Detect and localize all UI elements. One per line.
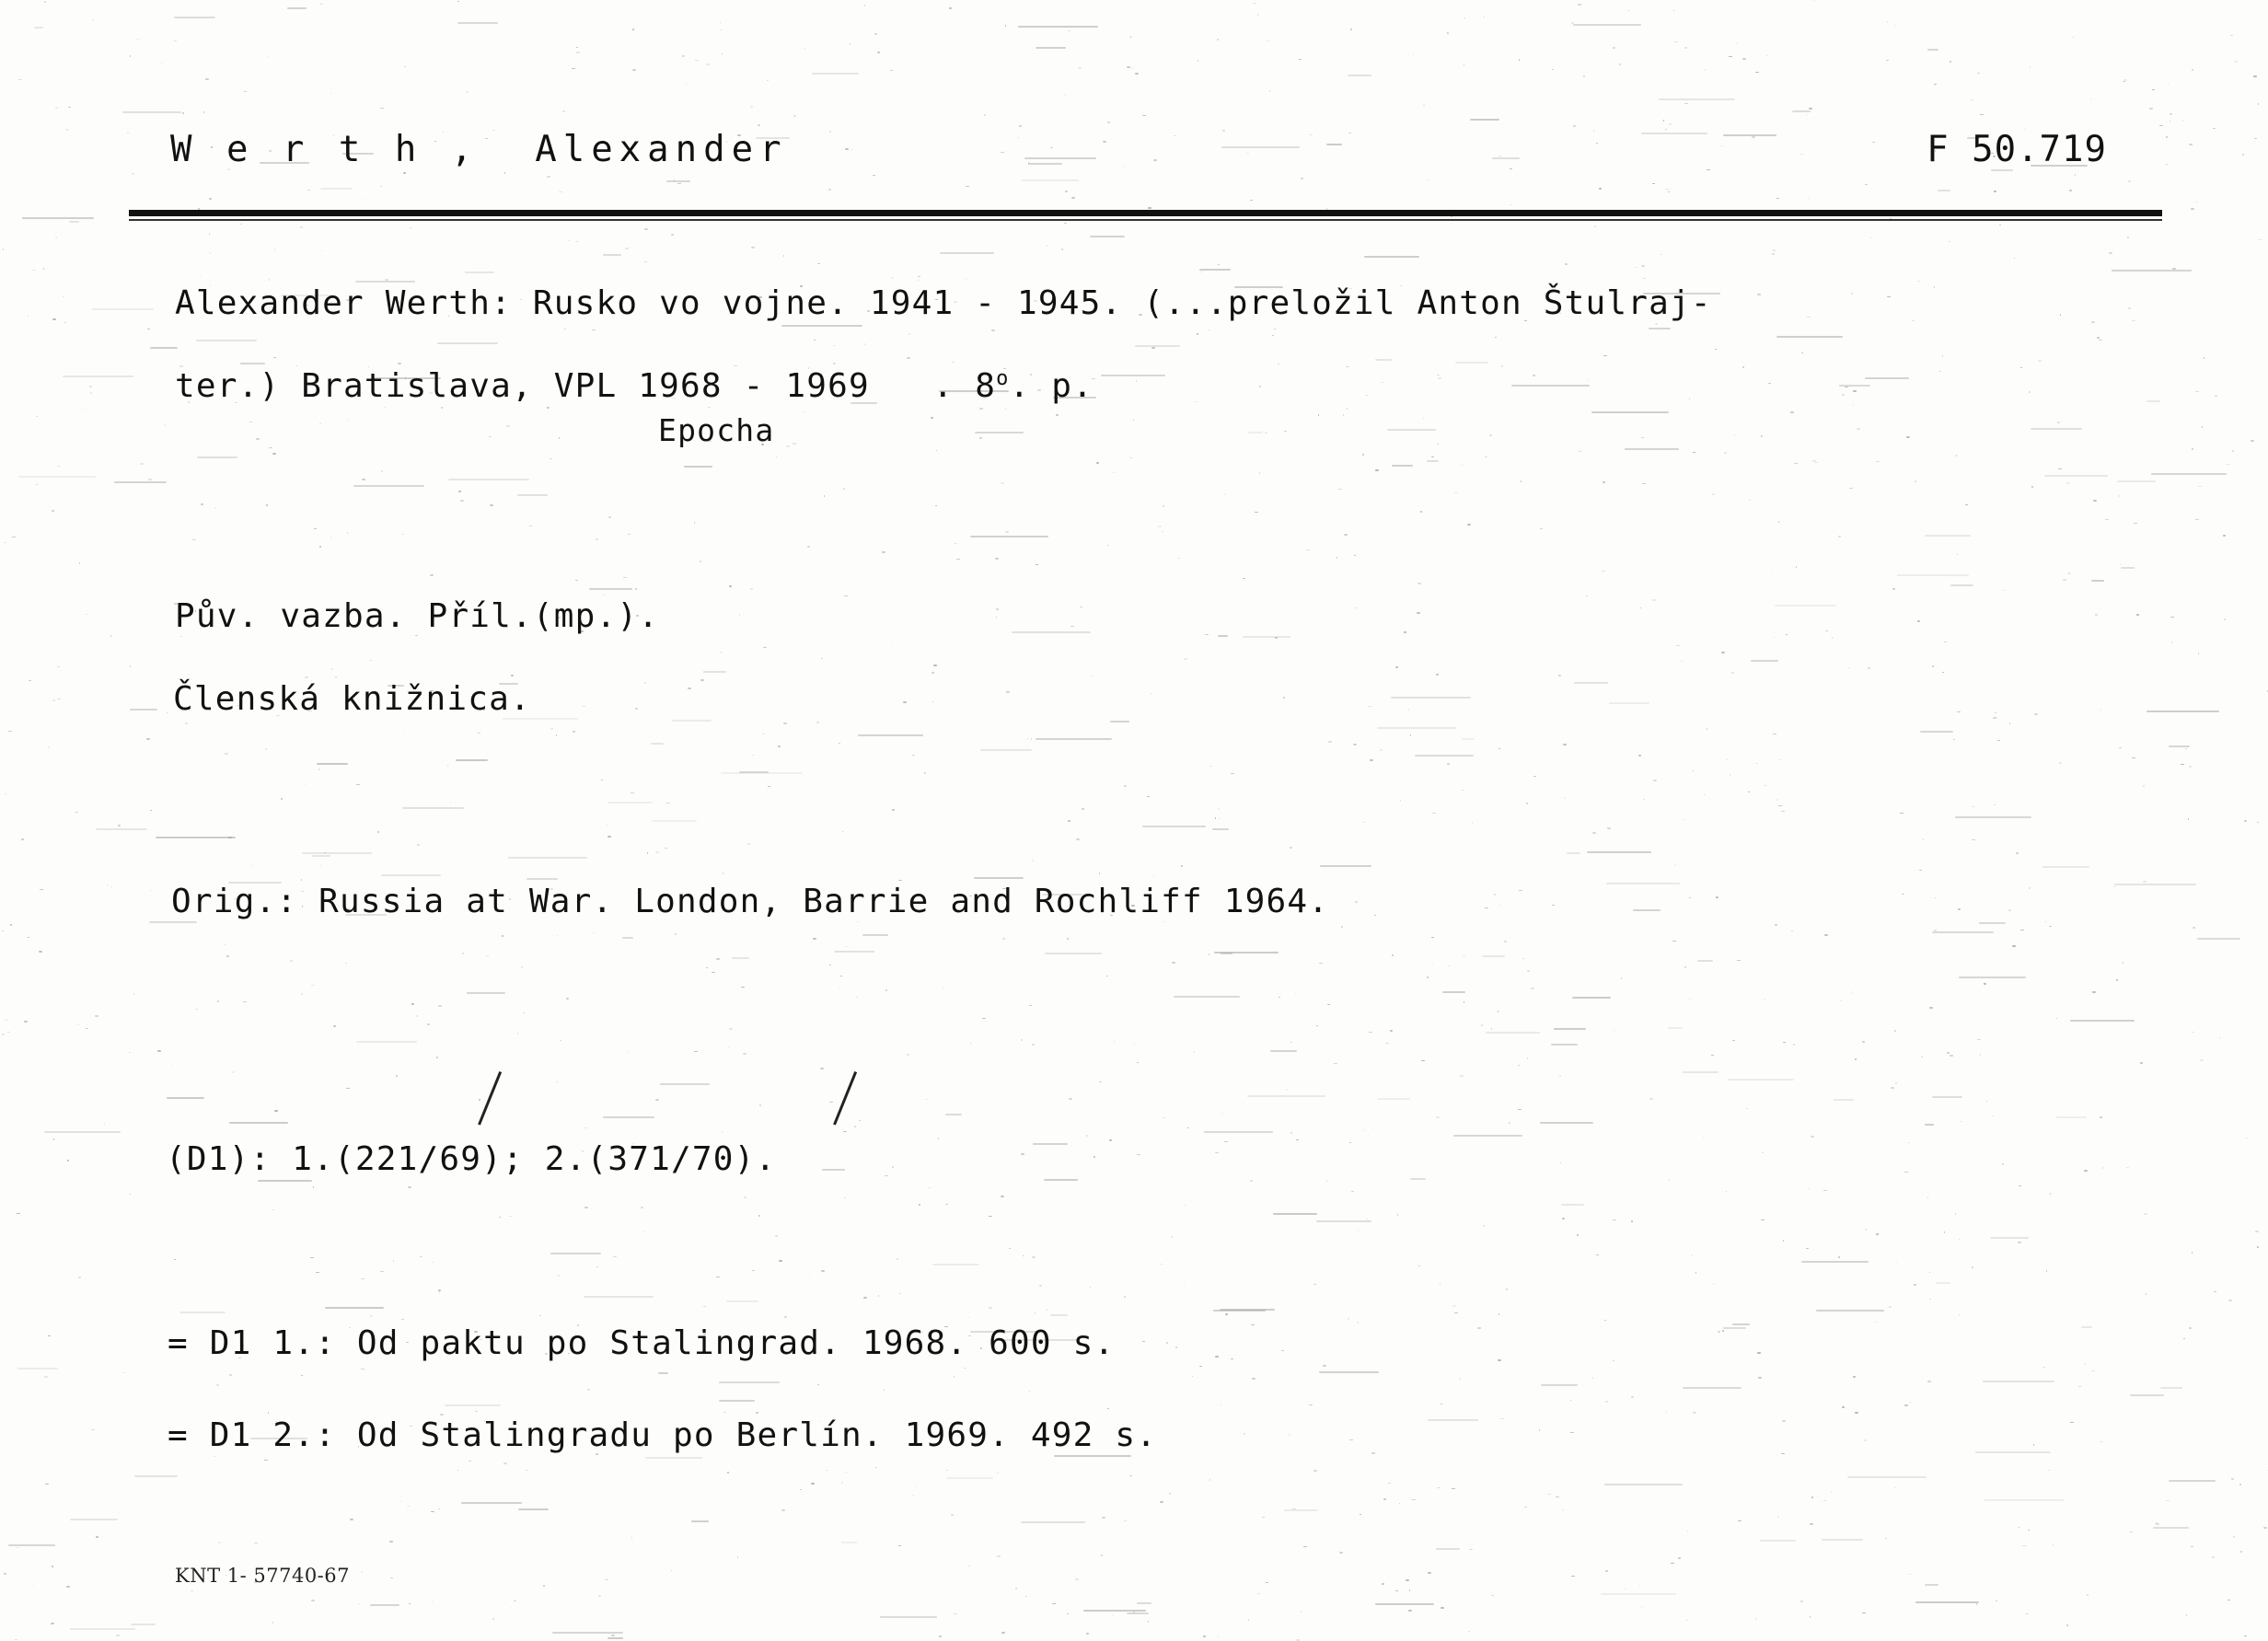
format-superscript: o — [996, 367, 1010, 390]
pen-check-mark-2 — [833, 1071, 857, 1126]
pen-check-mark-1 — [478, 1071, 502, 1126]
binding-note: Pův. vazba. Příl.(mp.). — [175, 597, 660, 635]
title-line-1: Alexander Werth: Rusko vo vojne. 1941 - 1945. (...preložil Anton Štulraj- — [175, 284, 1712, 322]
header-rule — [129, 210, 2162, 216]
imprint-text-b: . p. — [1009, 367, 1094, 405]
original-title-note: Orig.: Russia at War. London, Barrie and Rochliff 1964. — [171, 883, 1330, 920]
collection-note: Členská knižnica. — [173, 680, 531, 718]
imprint-text-a: ter.) Bratislava, VPL 1968 - 1969 . 8 — [175, 367, 997, 405]
series-note: Epocha — [658, 412, 775, 448]
header-rule-secondary — [129, 219, 2162, 221]
accession-note: (D1): 1.(221/69); 2.(371/70). — [166, 1140, 777, 1178]
author-heading: W e r t h , Alexander — [170, 129, 788, 170]
volume-1-note: = D1 1.: Od paktu po Stalingrad. 1968. 600 s. — [168, 1324, 1116, 1362]
volume-2-note: = D1 2.: Od Stalingradu po Berlín. 1969. 492 s. — [168, 1416, 1158, 1454]
form-number: KNT 1- 57740-67 — [175, 1565, 350, 1587]
card-header — [170, 129, 2107, 170]
imprint-line — [175, 368, 1094, 405]
call-number: F 50.719 — [1927, 129, 2107, 170]
